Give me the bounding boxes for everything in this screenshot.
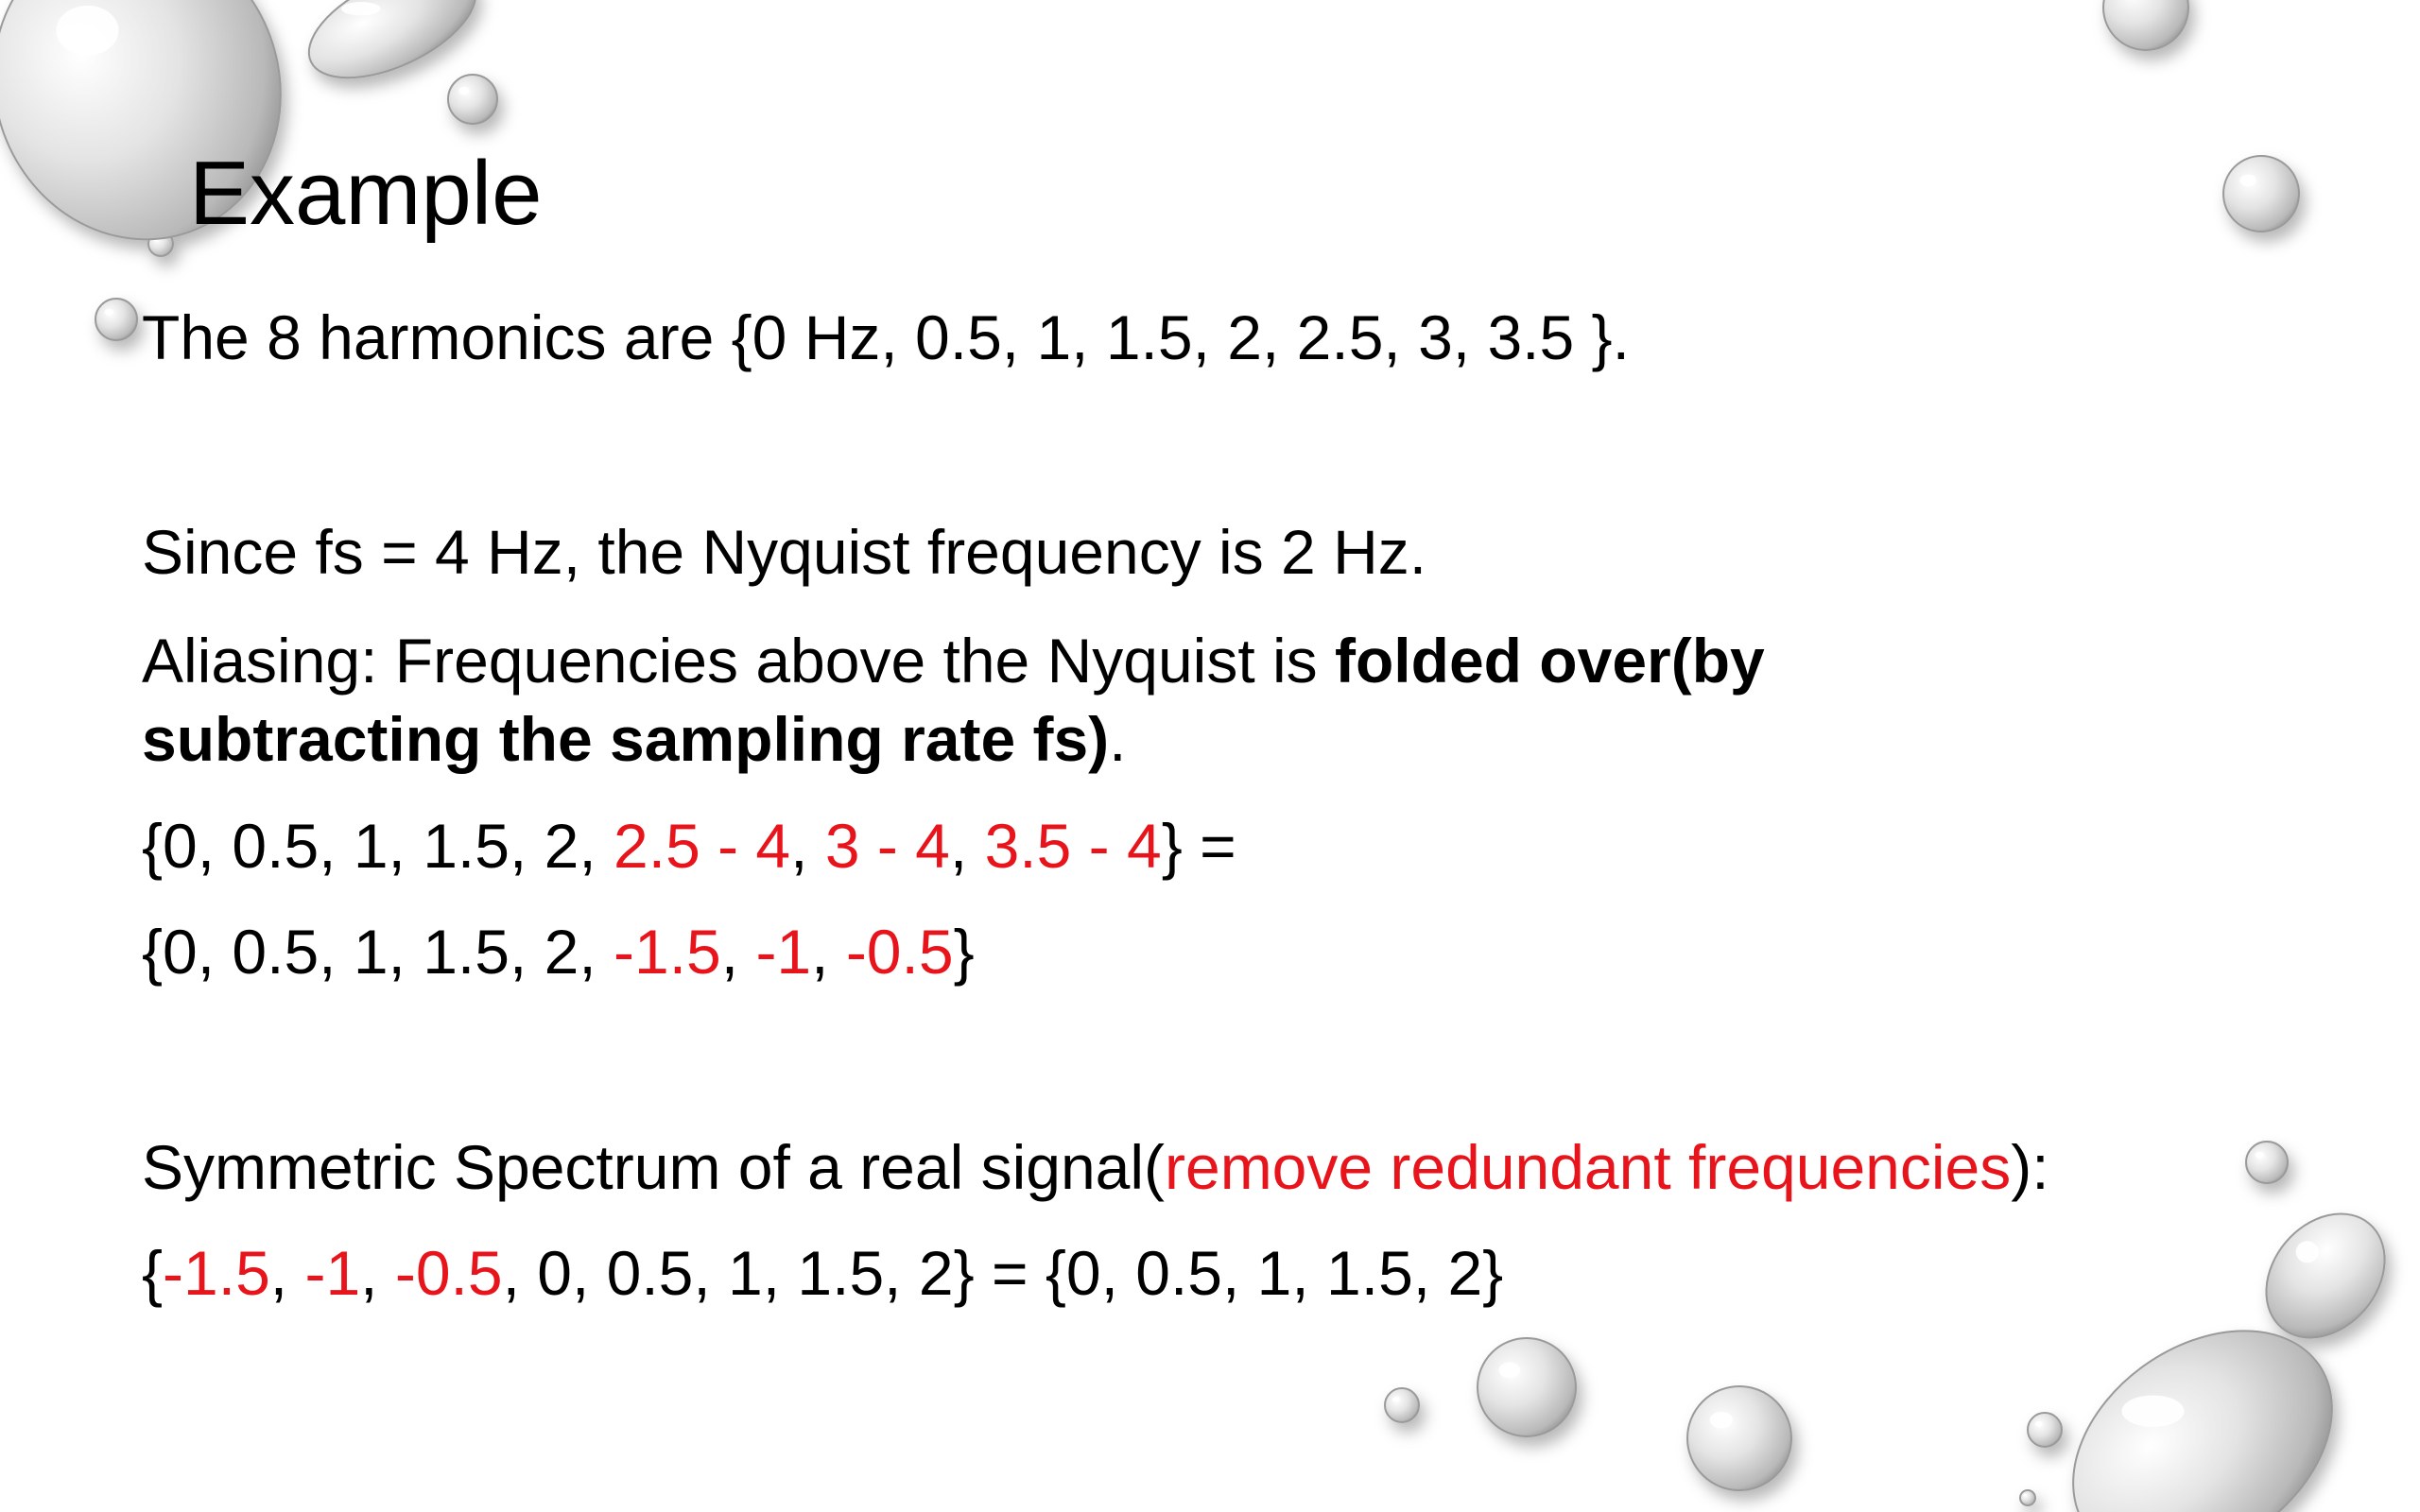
fold-result-segment-4: , xyxy=(811,917,846,987)
fold-equation-segment-5: 3.5 - 4 xyxy=(984,811,1162,881)
aliasing-line-2 xyxy=(142,699,1127,779)
symmetric-result-segment-0: { xyxy=(142,1238,164,1308)
water-droplet-0-highlight xyxy=(458,87,469,94)
fold-equation-segment-4: , xyxy=(949,811,985,881)
fold-result-segment-2: , xyxy=(720,917,756,987)
fold-result-segment-1: -1.5 xyxy=(614,917,721,987)
water-blob-1-highlight xyxy=(341,2,381,15)
slide-title: Example xyxy=(189,143,543,244)
nyquist-segment-0: Since fs = 4 Hz, the Nyquist frequency is 2 Hz. xyxy=(142,517,1427,587)
water-droplet-9-highlight xyxy=(2023,1494,2027,1497)
symmetric-result-line xyxy=(142,1233,1503,1313)
symmetric-result-segment-5: -0.5 xyxy=(394,1238,503,1308)
symmetric-segment-1: remove redundant frequencies xyxy=(1165,1132,2012,1202)
symmetric-segment-0: Symmetric Spectrum of a real signal( xyxy=(142,1132,1166,1202)
water-droplet-6 xyxy=(1385,1388,1419,1422)
water-droplet-4-highlight xyxy=(2255,1152,2264,1159)
harmonics-segment-0: The 8 harmonics are {0 Hz, 0.5, 1, 1.5, 2, 2.5, 3, 3.5 }. xyxy=(142,302,1630,372)
water-droplet-4 xyxy=(2246,1142,2288,1183)
water-droplet-8-highlight xyxy=(2035,1421,2043,1427)
aliasing-line-1 xyxy=(142,621,1765,700)
water-droplet-2-highlight xyxy=(104,309,113,316)
symmetric-result-segment-1: -1.5 xyxy=(163,1238,270,1308)
water-droplet-5 xyxy=(1478,1338,1576,1436)
water-blob-3-highlight xyxy=(2122,1395,2185,1427)
symmetric-result-segment-4: , xyxy=(360,1238,395,1308)
nyquist-line xyxy=(142,512,1426,592)
fold-result-segment-5: -0.5 xyxy=(845,917,954,987)
aliasing-2-segment-0: subtracting the sampling rate fs) xyxy=(142,704,1110,774)
aliasing-2-segment-1: . xyxy=(1109,704,1127,774)
water-blob-2-highlight xyxy=(2296,1241,2319,1263)
water-droplet-0 xyxy=(448,75,497,124)
water-droplet-7 xyxy=(1687,1386,1791,1490)
water-droplet-6-highlight xyxy=(1392,1397,1400,1402)
symmetric-segment-2: ): xyxy=(2011,1132,2049,1202)
water-blob-0-highlight xyxy=(57,6,119,56)
aliasing-1-segment-1: folded over(by xyxy=(1335,626,1765,696)
fold-equation-segment-3: 3 - 4 xyxy=(824,811,950,881)
aliasing-1-segment-0: Aliasing: Frequencies above the Nyquist is xyxy=(142,626,1335,696)
fold-equation-segment-6: } = xyxy=(1161,811,1236,881)
fold-equation-segment-2: , xyxy=(790,811,825,881)
symmetric-result-segment-2: , xyxy=(269,1238,305,1308)
symmetric-result-segment-6: , 0, 0.5, 1, 1.5, 2} = {0, 0.5, 1, 1.5, 2} xyxy=(502,1238,1504,1308)
fold-result-segment-0: {0, 0.5, 1, 1.5, 2, xyxy=(142,917,614,987)
fold-equation-segment-0: {0, 0.5, 1, 1.5, 2, xyxy=(142,811,614,881)
water-droplet-10 xyxy=(2103,0,2188,50)
water-droplet-9 xyxy=(2020,1490,2035,1505)
water-droplet-3 xyxy=(2223,156,2299,232)
fold-result-segment-3: -1 xyxy=(755,917,812,987)
fold-equation-line xyxy=(142,806,1236,885)
water-droplet-8 xyxy=(2028,1413,2062,1447)
harmonics-line xyxy=(142,298,1630,377)
symmetric-result-segment-3: -1 xyxy=(304,1238,361,1308)
symmetric-spectrum-line xyxy=(142,1127,2049,1207)
fold-equation-segment-1: 2.5 - 4 xyxy=(614,811,791,881)
fold-result-segment-6: } xyxy=(953,917,975,987)
water-droplet-3-highlight xyxy=(2239,175,2256,187)
water-droplet-2 xyxy=(95,299,137,340)
fold-result-line xyxy=(142,912,975,991)
water-droplet-5-highlight xyxy=(1498,1362,1520,1378)
water-droplet-7-highlight xyxy=(1710,1412,1733,1429)
